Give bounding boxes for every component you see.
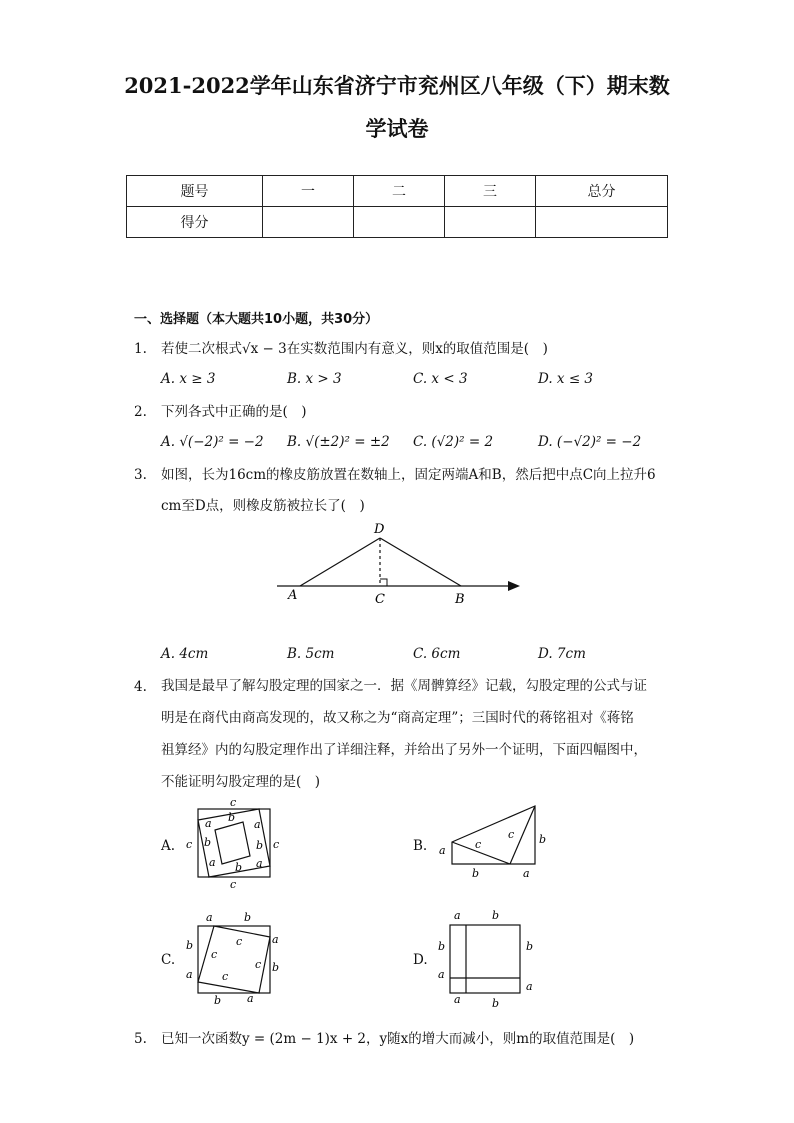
label-a: a [256,857,263,870]
option-b[interactable]: B. √(±2)² = ±2 [287,434,390,450]
option-a[interactable]: A. √(−2)² = −2 [161,434,264,450]
label-b: b [472,867,480,880]
label-b: b [235,861,243,874]
option-c[interactable]: C. [161,952,176,968]
question-text-line: 我国是最早了解勾股定理的国家之一．据《周髀算经》记载，勾股定理的公式与证 [161,678,647,694]
label-a: a [272,933,279,946]
label-b: B [455,592,465,607]
question-text: 下列各式中正确的是( ) [161,404,307,420]
page-title-line1: 2021-2022学年山东省济宁市兖州区八年级（下）期末数 [124,73,670,98]
option-a[interactable]: A. 4cm [161,646,209,662]
label-c: c [508,828,515,841]
label-a: a [247,992,254,1005]
option-d[interactable]: D. 7cm [538,646,586,662]
label-b: b [492,909,500,922]
option-d[interactable]: D. x ≤ 3 [538,371,594,387]
header-cell: 三 [445,176,536,207]
label-a: a [523,867,530,880]
page-title-line2: 学试卷 [365,116,429,141]
label-a: a [254,818,261,831]
option-b[interactable]: B. 5cm [287,646,335,662]
option-c[interactable]: C. 6cm [413,646,461,662]
option-b[interactable]: B. x > 3 [287,371,342,387]
label-c: c [211,948,218,961]
option-a[interactable]: A. x ≥ 3 [161,371,216,387]
label-c: c [255,958,262,971]
label-c: c [222,970,229,983]
question-number: 4. [134,679,147,695]
question-text: 若使二次根式√x − 3在实数范围内有意义，则x的取值范围是( ) [161,341,548,357]
option-c[interactable]: C. x < 3 [413,371,468,387]
figure-d [450,925,520,993]
option-c[interactable]: C. (√2)² = 2 [413,434,494,450]
option-b[interactable]: B. [413,838,428,854]
label-a: a [206,911,213,924]
label-c: c [475,838,482,851]
label-c: c [273,838,280,851]
figure-b [452,806,535,864]
label-b: b [526,940,534,953]
label-b: b [272,961,280,974]
header-cell: 二 [354,176,445,207]
option-d[interactable]: D. (−√2)² = −2 [538,434,642,450]
question-number: 1. [134,341,147,357]
label-c: c [230,796,237,809]
label-b: b [244,911,252,924]
label-a: a [439,844,446,857]
label-a: a [209,856,216,869]
label-c: c [186,838,193,851]
question-text-line: 不能证明勾股定理的是( ) [161,774,321,790]
question-number: 3. [134,467,147,483]
label-b: b [228,811,236,824]
header-cell: 题号 [127,176,263,207]
question-text-line: 祖算经》内的勾股定理作出了详细注释，并给出了另外一个证明，下面四幅图中， [161,742,647,758]
label-a: a [526,980,533,993]
option-d[interactable]: D. [413,952,428,968]
label-a: a [438,968,445,981]
label-b: b [438,940,446,953]
option-a[interactable]: A. [161,838,176,854]
question-number: 2. [134,404,147,420]
header-cell: 一 [263,176,354,207]
label-a: a [454,993,461,1006]
question-text: 已知一次函数y = (2m − 1)x + 2，y随x的增大而减小，则m的取值范围是( ) [161,1031,635,1047]
question-text-line2: cm至D点，则橡皮筋被拉长了( ) [161,498,365,514]
label-b: b [186,939,194,952]
header-cell: 总分 [536,176,668,207]
label-b: b [214,994,222,1007]
question-text-line1: 如图，长为16cm的橡皮筋放置在数轴上，固定两端A和B，然后把中点C向上拉升6 [161,467,656,483]
question-number: 5. [134,1031,147,1047]
label-c: C [375,592,385,607]
label-a: a [454,909,461,922]
label-a: a [205,817,212,830]
section-heading: 一、选择题（本大题共10小题，共30分） [134,312,379,327]
label-d: D [374,522,385,537]
label-a: a [186,968,193,981]
label-b: b [492,997,500,1010]
label-c: c [230,878,237,891]
label-b: b [539,833,547,846]
label-a: A [288,588,298,603]
label-b: b [256,839,264,852]
label-c: c [236,935,243,948]
question-text-line: 明是在商代由商高发现的，故又称之为“商高定理”；三国时代的蒋铭祖对《蒋铭 [161,710,634,726]
row-label: 得分 [127,207,263,238]
label-b: b [204,836,212,849]
